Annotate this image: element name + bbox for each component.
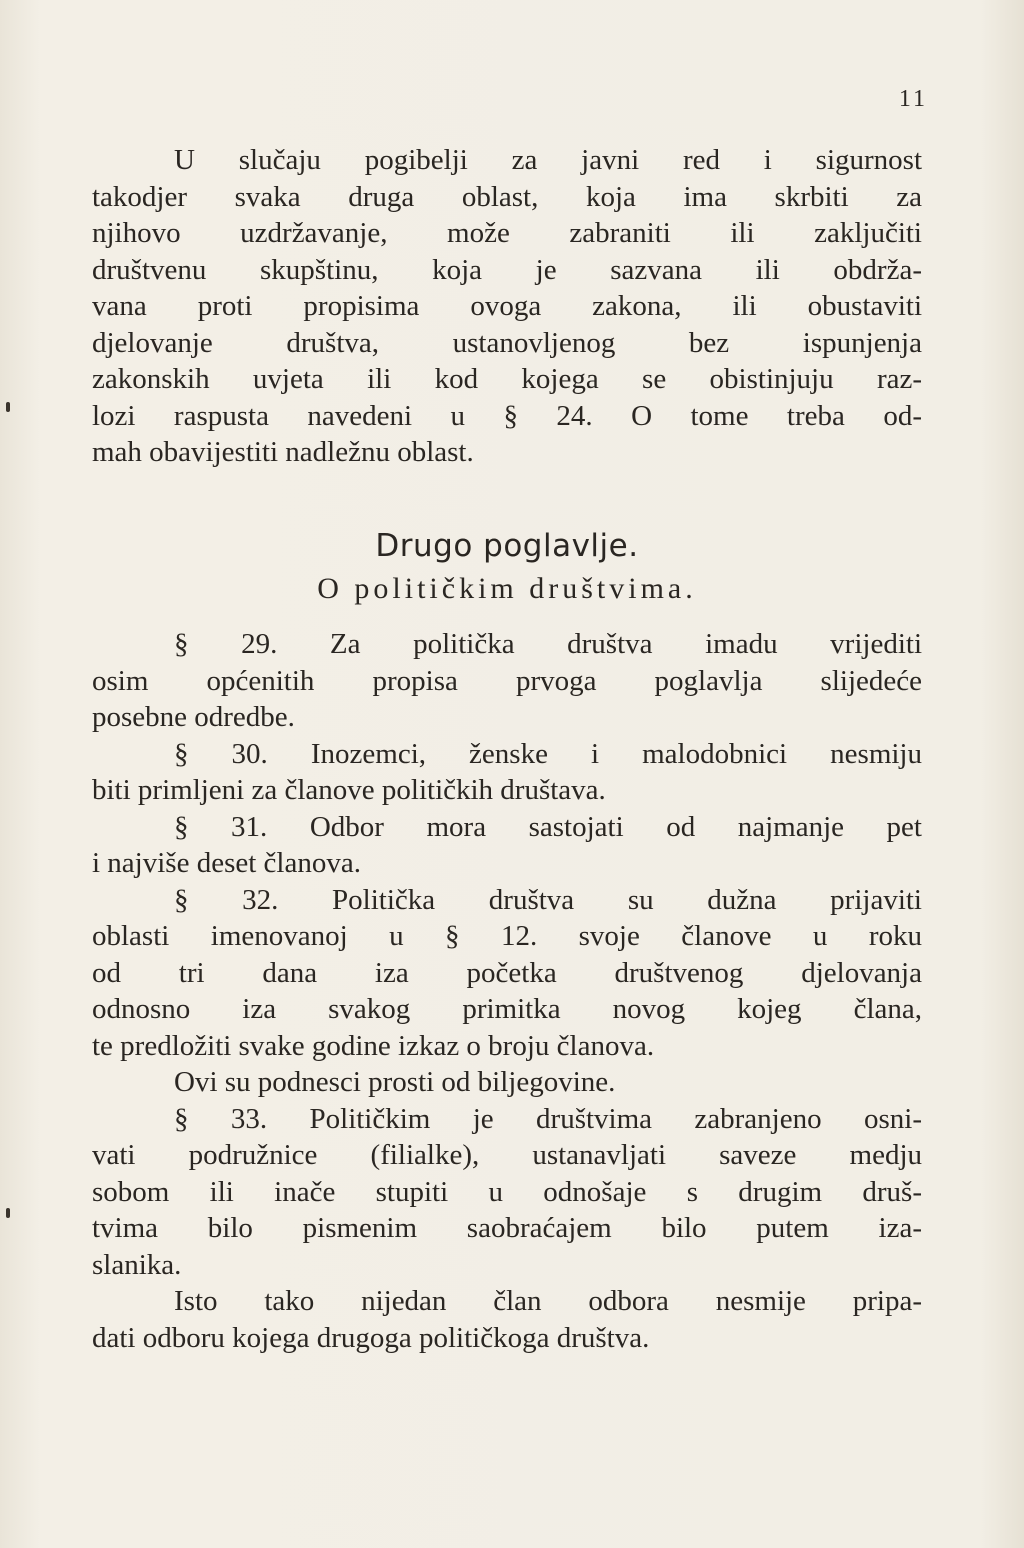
text-line: lozi raspusta navedeni u § 24. O tome treba od- — [92, 399, 922, 432]
paragraph-31-line: § 31. Odbor mora sastojati od najmanje pet — [174, 810, 922, 843]
paragraph-32-line: od tri dana iza početka društvenog djelovanja — [92, 956, 922, 989]
paragraph-32-line: odnosno iza svakog primitka novog kojeg člana, — [92, 993, 922, 1025]
paragraph-32-note-line: Ovi su podnesci prosti od biljegovine. — [174, 1066, 616, 1098]
paragraph-32-line: oblasti imenovanoj u § 12. svoje članove u roku — [92, 920, 922, 952]
text-line: djelovanje društva, ustanovljenog bez ispunjenja — [92, 326, 922, 359]
paragraph-32-line: te predložiti svake godine izkaz o broju članova. — [92, 1029, 655, 1062]
paragraph-29-line: osim općenitih propisa prvoga poglavlja slijedeće — [92, 664, 922, 697]
paragraph-33-second-line: dati odboru kojega drugoga političkoga društva. — [92, 1321, 650, 1354]
paragraph-33-line: tvima bilo pismenim saobraćajem bilo putem iza- — [92, 1212, 922, 1244]
page-number: 11 — [898, 86, 928, 112]
chapter-subtitle: O političkim društvima. — [317, 572, 697, 605]
margin-mark — [6, 402, 10, 412]
paragraph-30-line: § 30. Inozemci, ženske i malodobnici nesmiju — [174, 737, 922, 770]
paragraph-public-order — [92, 142, 922, 471]
political-societies-section — [92, 626, 922, 1356]
text-line: vana proti propisima ovoga zakona, ili obustaviti — [92, 290, 922, 322]
paragraph-30-line: biti primljeni za članove političkih društava. — [92, 774, 606, 806]
paragraph-33-line: § 33. Političkim je društvima zabranjeno osni- — [174, 1102, 922, 1135]
paragraph-31-line: i najviše deset članova. — [92, 847, 361, 879]
text-line: zakonskih uvjeta ili kod kojega se obistinjuju raz- — [92, 363, 922, 395]
paragraph-33-second-line: Isto tako nijedan član odbora nesmije pripa- — [174, 1285, 922, 1317]
text-line: društvenu skupštinu, koja je sazvana ili obdrža- — [92, 253, 922, 286]
paragraph-33-line: sobom ili inače stupiti u odnošaje s drugim druš- — [92, 1175, 922, 1208]
margin-mark — [6, 1208, 10, 1218]
text-line: U slučaju pogibelji za javni red i sigurnost — [174, 144, 922, 176]
paragraph-29-line: posebne odredbe. — [92, 701, 295, 733]
text-line: njihovo uzdržavanje, može zabraniti ili zaključiti — [92, 217, 922, 249]
paragraph-32-line: § 32. Politička društva su dužna prijaviti — [174, 883, 922, 916]
paragraph-29-line: § 29. Za politička društva imadu vrijediti — [174, 628, 922, 660]
paragraph-33-line: vati podružnice (filialke), ustanavljati saveze medju — [92, 1139, 922, 1171]
chapter-heading: Drugo poglavlje. — [375, 528, 639, 564]
paragraph-33-line: slanika. — [92, 1248, 182, 1281]
text-line: takodjer svaka druga oblast, koja ima skrbiti za — [92, 180, 922, 213]
text-line: mah obavijestiti nadležnu oblast. — [92, 436, 474, 468]
